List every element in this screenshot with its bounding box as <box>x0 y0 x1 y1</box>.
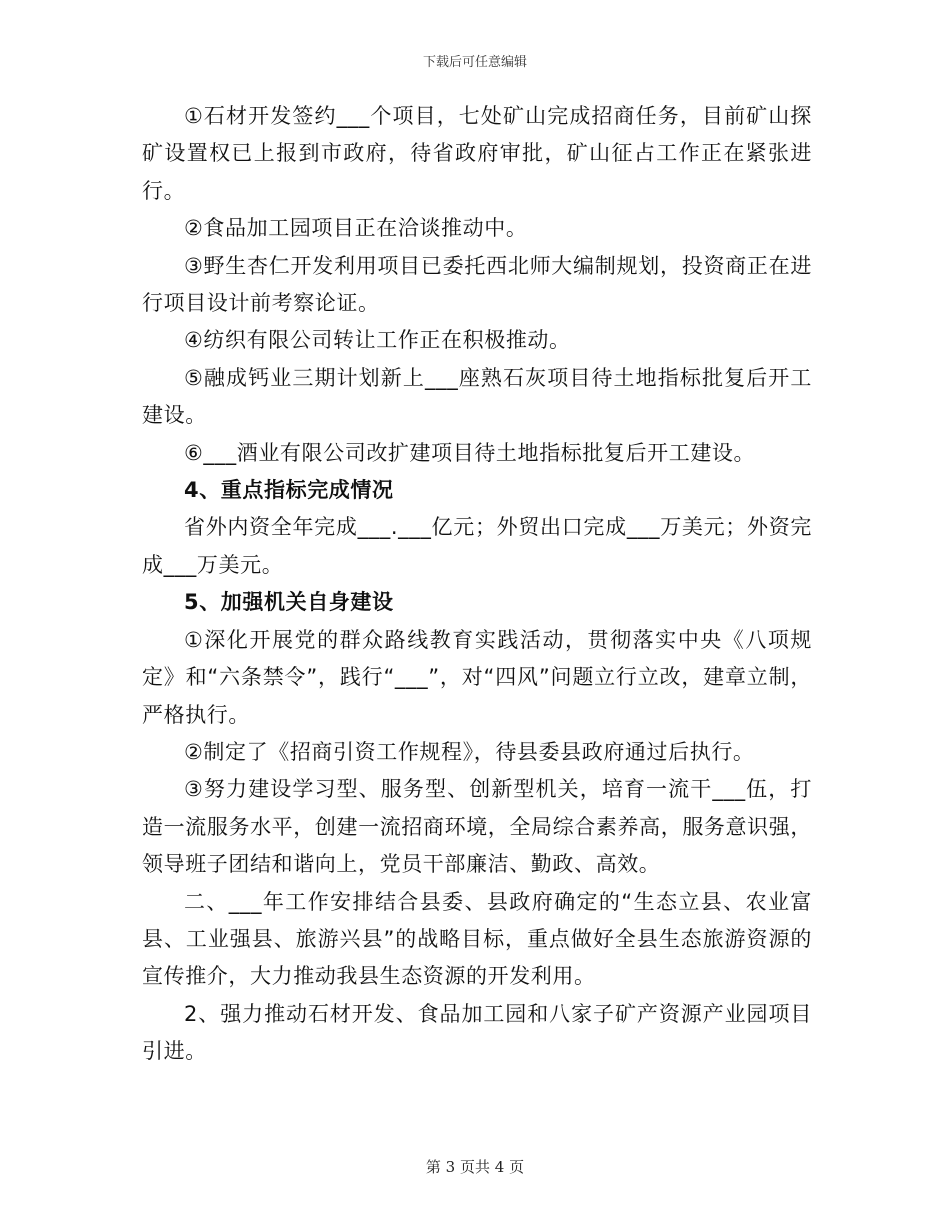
paragraph-self-building-1: ①深化开展党的群众路线教育实践活动，贯彻落实中央《八项规定》和“六条禁令”，践行“___”，对“四风”问题立行立改，建章立制，严格执行。 <box>142 627 812 727</box>
paragraph-item-6: ⑥___酒业有限公司改扩建项目待土地指标批复后开工建设。 <box>184 440 756 465</box>
paragraph-item-5: ⑤融成钙业三期计划新上___座熟石灰项目待土地指标批复后开工建设。 <box>142 365 812 428</box>
section-heading-self-building: 5、加强机关自身建设 <box>184 590 394 615</box>
page-footer: 第 3 页共 4 页 <box>425 1158 525 1176</box>
paragraph-work-plan-2: 2、强力推动石材开发、食品加工园和八家子矿产资源产业园项目引进。 <box>142 1001 812 1064</box>
paragraph-item-2: ②食品加工园项目正在洽谈推动中。 <box>184 216 528 241</box>
document-body <box>142 98 812 1071</box>
section-heading-indicators: 4、重点指标完成情况 <box>184 478 394 503</box>
paragraph-indicators: 省外内资全年完成___.___亿元；外贸出口完成___万美元；外资完成___万美元。 <box>142 515 812 577</box>
paragraph-self-building-3: ③努力建设学习型、服务型、创新型机关，培育一流干___伍，打造一流服务水平，创建一流招商环境，全局综合素养高，服务意识强，领导班子团结和谐向上，党员干部廉洁、勤政、高效。 <box>142 777 812 877</box>
page-header: 下载后可任意编辑 <box>422 55 527 70</box>
paragraph-item-3: ③野生杏仁开发利用项目已委托西北师大编制规划，投资商正在进行项目设计前考察论证。 <box>142 253 812 316</box>
paragraph-work-plan: 二、___年工作安排结合县委、县政府确定的“生态立县、农业富县、工业强县、旅游兴县”的战略目标，重点做好全县生态旅游资源的宣传推介，大力推动我县生态资源的开发利用。 <box>142 889 812 989</box>
paragraph-self-building-2: ②制定了《招商引资工作规程》，待县委县政府通过后执行。 <box>184 739 755 764</box>
paragraph-item-4: ④纺织有限公司转让工作正在积极推动。 <box>184 328 571 353</box>
paragraph-item-1: ①石材开发签约___个项目，七处矿山完成招商任务，目前矿山探矿设置权已上报到市政府，待省政府审批，矿山征占工作正在紧张进行。 <box>142 104 812 203</box>
